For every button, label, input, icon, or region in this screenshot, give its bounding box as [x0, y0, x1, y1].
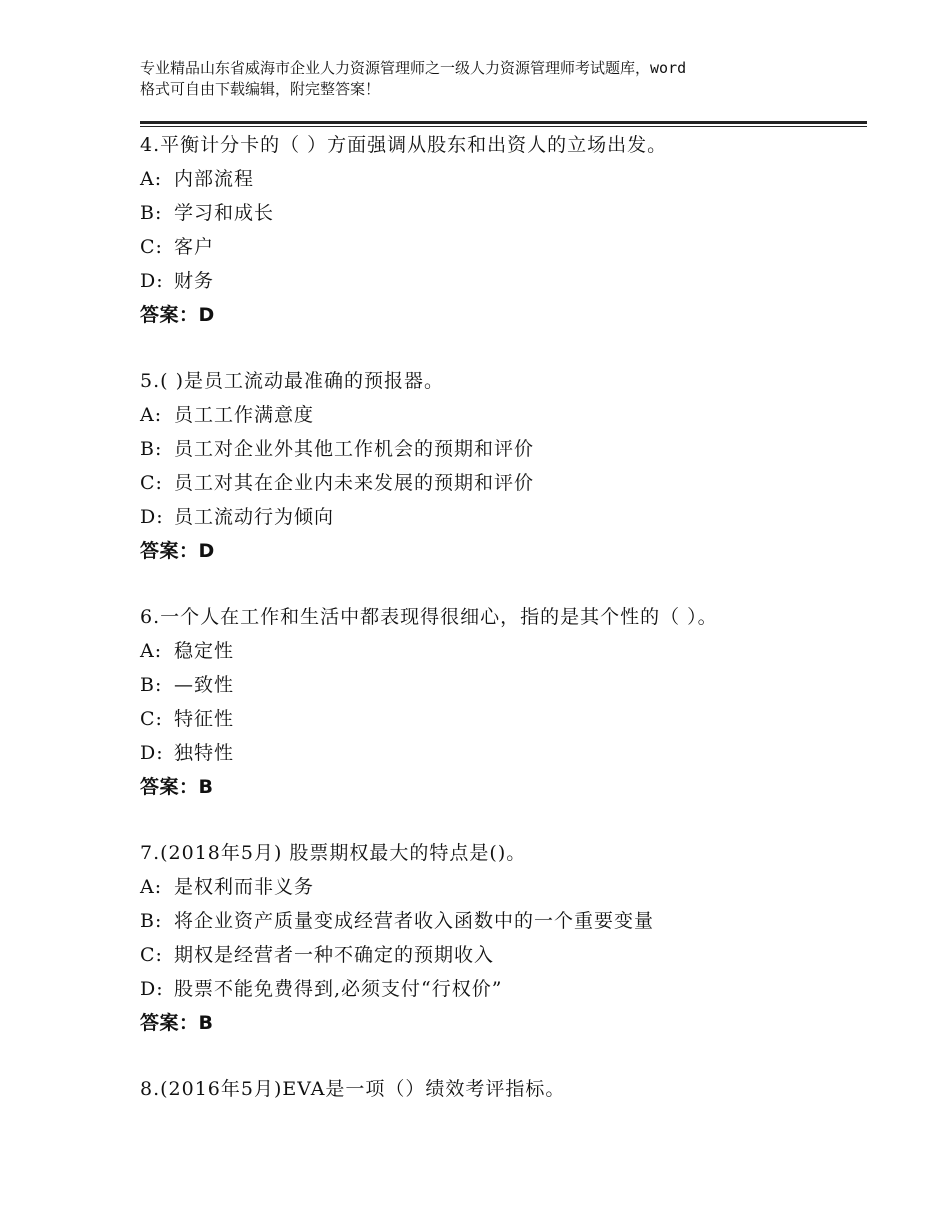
- option-text: 将企业资产质量变成经营者收入函数中的一个重要变量: [174, 910, 655, 932]
- option-key: A:: [140, 876, 163, 898]
- question-block: [140, 364, 860, 568]
- answer-line: 答案：D: [140, 540, 215, 562]
- option-text: 财务: [174, 270, 215, 292]
- option-c: [140, 466, 860, 500]
- option-d: [140, 736, 860, 770]
- header-rule-thick: [140, 121, 867, 124]
- header-line-1: 专业精品山东省威海市企业人力资源管理师之一级人力资源管理师考试题库，word: [140, 59, 687, 77]
- option-key: D:: [140, 978, 164, 1000]
- question-block: [140, 836, 860, 1040]
- option-b: [140, 668, 860, 702]
- option-key: C:: [140, 472, 163, 494]
- option-b: [140, 904, 860, 938]
- option-key: B:: [140, 202, 163, 224]
- question-block: [140, 1072, 860, 1106]
- answer-line: 答案：B: [140, 1012, 214, 1034]
- question-stem: 8.(2016年5月)EVA是一项（）绩效考评指标。: [140, 1078, 566, 1100]
- question-block: [140, 600, 860, 804]
- option-text: 稳定性: [174, 640, 235, 662]
- option-text: 期权是经营者一种不确定的预期收入: [174, 944, 495, 966]
- option-text: 员工工作满意度: [174, 404, 315, 426]
- question-block: [140, 128, 860, 332]
- option-text: 员工对企业外其他工作机会的预期和评价: [174, 438, 535, 460]
- option-key: C:: [140, 708, 163, 730]
- option-text: 内部流程: [174, 168, 255, 190]
- option-text: —致性: [174, 674, 235, 696]
- question-list: [140, 128, 860, 1138]
- option-text: 特征性: [174, 708, 235, 730]
- option-text: 股票不能免费得到,必须支付“行权价”: [174, 978, 503, 1000]
- option-key: A:: [140, 168, 163, 190]
- option-text: 客户: [174, 236, 215, 258]
- option-key: D:: [140, 742, 164, 764]
- option-c: [140, 230, 860, 264]
- option-text: 学习和成长: [174, 202, 275, 224]
- header-rule-thin: [140, 126, 867, 127]
- option-key: A:: [140, 404, 163, 426]
- option-key: B:: [140, 910, 163, 932]
- option-b: [140, 432, 860, 466]
- answer-line: 答案：D: [140, 304, 215, 326]
- question-stem: 4.平衡计分卡的（ ）方面强调从股东和出资人的立场出发。: [140, 134, 668, 156]
- option-a: [140, 398, 860, 432]
- question-stem: 7.(2018年5月) 股票期权最大的特点是()。: [140, 842, 527, 864]
- option-key: C:: [140, 944, 163, 966]
- option-key: A:: [140, 640, 163, 662]
- option-text: 员工对其在企业内未来发展的预期和评价: [174, 472, 535, 494]
- option-b: [140, 196, 860, 230]
- option-a: [140, 634, 860, 668]
- question-stem: 6.一个人在工作和生活中都表现得很细心，指的是其个性的（ ）。: [140, 606, 718, 628]
- option-a: [140, 870, 860, 904]
- option-key: D:: [140, 270, 164, 292]
- option-c: [140, 938, 860, 972]
- option-key: C:: [140, 236, 163, 258]
- option-c: [140, 702, 860, 736]
- option-text: 是权利而非义务: [174, 876, 315, 898]
- option-text: 员工流动行为倾向: [174, 506, 335, 528]
- option-key: B:: [140, 438, 163, 460]
- option-d: [140, 972, 860, 1006]
- answer-line: 答案：B: [140, 776, 214, 798]
- option-key: D:: [140, 506, 164, 528]
- option-d: [140, 500, 860, 534]
- question-stem: 5.( )是员工流动最准确的预报器。: [140, 370, 444, 392]
- option-d: [140, 264, 860, 298]
- header-line-2: 格式可自由下载编辑，附完整答案！: [140, 80, 381, 98]
- option-a: [140, 162, 860, 196]
- option-key: B:: [140, 674, 163, 696]
- document-header: [140, 58, 830, 100]
- option-text: 独特性: [174, 742, 235, 764]
